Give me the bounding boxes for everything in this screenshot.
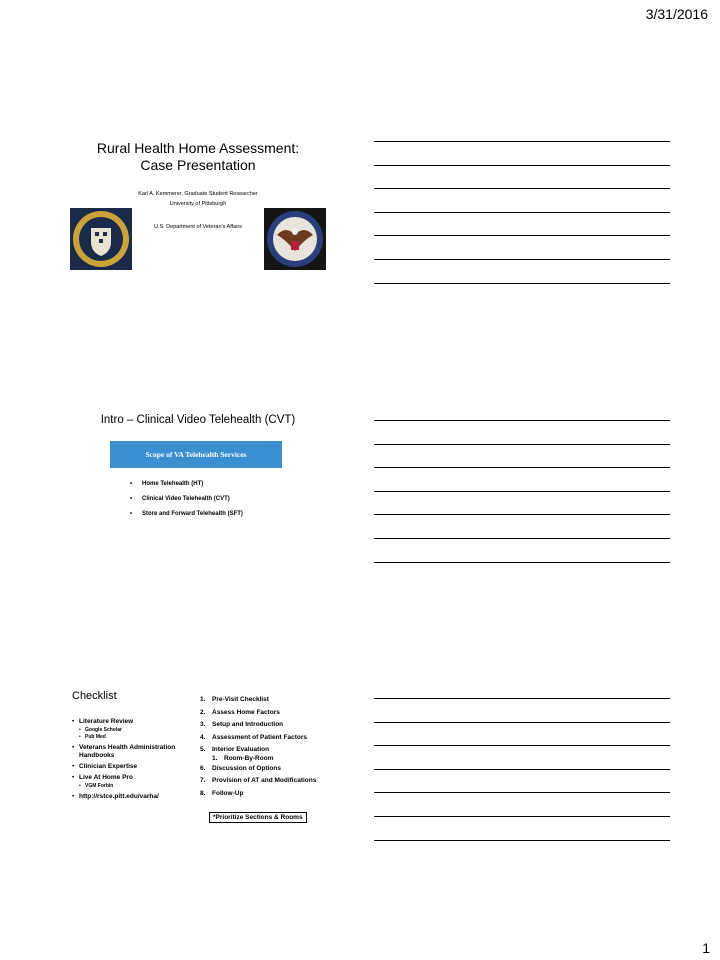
step-label: Room-By-Room <box>224 754 274 762</box>
list-item: 1. Pre-Visit Checklist <box>200 696 269 703</box>
note-line <box>374 141 670 142</box>
va-seal-logo <box>264 208 326 270</box>
list-subitem: • Pub Med <box>79 734 190 741</box>
title-line-1: Rural Health Home Assessment: <box>96 140 300 156</box>
pitt-seal-logo <box>70 208 132 270</box>
slide-1-title <box>64 140 332 174</box>
page-number: 1 <box>702 940 710 956</box>
note-line <box>374 722 670 723</box>
list-item: 6. Discussion of Options <box>200 764 281 772</box>
list-item: 4. Assessment of Patient Factors <box>200 733 308 741</box>
step-label: Interior Evaluation <box>212 746 270 753</box>
step-label: Pre-Visit Checklist <box>212 696 269 703</box>
note-line <box>374 420 670 421</box>
note-line <box>374 235 670 236</box>
note-line <box>374 212 670 213</box>
title-line-2: Case Presentation <box>140 157 256 173</box>
list-item: • http://rstce.pitt.edu/varha/ <box>72 793 190 801</box>
step-label: Provision of AT and Modifications <box>212 777 317 784</box>
list-item: 8. Follow-Up <box>200 789 244 797</box>
note-line <box>374 467 670 468</box>
list-item <box>72 718 190 741</box>
list-subitem: • VGM Forbin <box>79 783 190 790</box>
note-line <box>374 745 670 746</box>
list-item-label: Literature Review <box>79 718 134 725</box>
list-item: 7. Provision of AT and Modifications <box>200 777 317 784</box>
list-item: • Home Telehealth (HT) <box>130 481 243 487</box>
note-line <box>374 816 670 817</box>
slide-2 <box>64 396 332 596</box>
checklist-steps <box>200 694 316 800</box>
list-item: • Store and Forward Telehealth (SFT) <box>130 511 243 517</box>
notes-lines-1 <box>374 141 670 306</box>
note-line <box>374 514 670 515</box>
note-line <box>374 259 670 260</box>
note-line <box>374 769 670 770</box>
note-line <box>374 792 670 793</box>
slide-3-title: Checklist <box>72 690 117 702</box>
slide-2-title: Intro – Clinical Video Telehealth (CVT) <box>100 414 296 426</box>
list-item: • Veterans Health Administration Handbooks <box>72 744 190 760</box>
step-label: Assess Home Factors <box>212 708 280 716</box>
note-line <box>374 538 670 539</box>
list-item-label: Live At Home Pro <box>79 774 133 781</box>
print-date: 3/31/2016 <box>645 6 708 22</box>
list-item <box>72 774 190 790</box>
list-subitem: 1. Room-By-Room <box>212 754 274 762</box>
list-item: 2. Assess Home Factors <box>200 708 280 716</box>
list-item: • Clinician Expertise <box>72 763 190 771</box>
step-label: Setup and Introduction <box>212 721 284 728</box>
step-label: Follow-Up <box>212 789 244 797</box>
resources-list <box>72 718 190 804</box>
step-label: Discussion of Options <box>212 764 281 772</box>
note-line <box>374 165 670 166</box>
affiliation: University of Pittsburgh <box>169 201 227 207</box>
note-line <box>374 840 670 841</box>
note-line <box>374 283 670 284</box>
list-item: 3. Setup and Introduction <box>200 721 284 728</box>
slide-3 <box>64 678 332 888</box>
notes-lines-3 <box>374 698 670 863</box>
step-label: Assessment of Patient Factors <box>212 733 308 741</box>
note-line <box>374 444 670 445</box>
priority-note: *Prioritize Sections & Rooms <box>209 812 307 823</box>
telehealth-list <box>130 481 243 526</box>
note-line <box>374 698 670 699</box>
notes-lines-2 <box>374 420 670 585</box>
author: Karl A. Kemmerer, Graduate Student Researcher <box>138 191 258 197</box>
note-line <box>374 562 670 563</box>
list-subitem: • Google Scholar <box>79 727 190 734</box>
telehealth-banner: Scope of VA Telehealth Services <box>110 441 282 468</box>
department: U.S. Department of Veteran's Affairs <box>153 224 243 230</box>
list-item: 5. Interior Evaluation <box>200 746 270 753</box>
list-item: • Clinical Video Telehealth (CVT) <box>130 496 243 502</box>
note-line <box>374 491 670 492</box>
slide-1 <box>64 120 332 320</box>
note-line <box>374 188 670 189</box>
